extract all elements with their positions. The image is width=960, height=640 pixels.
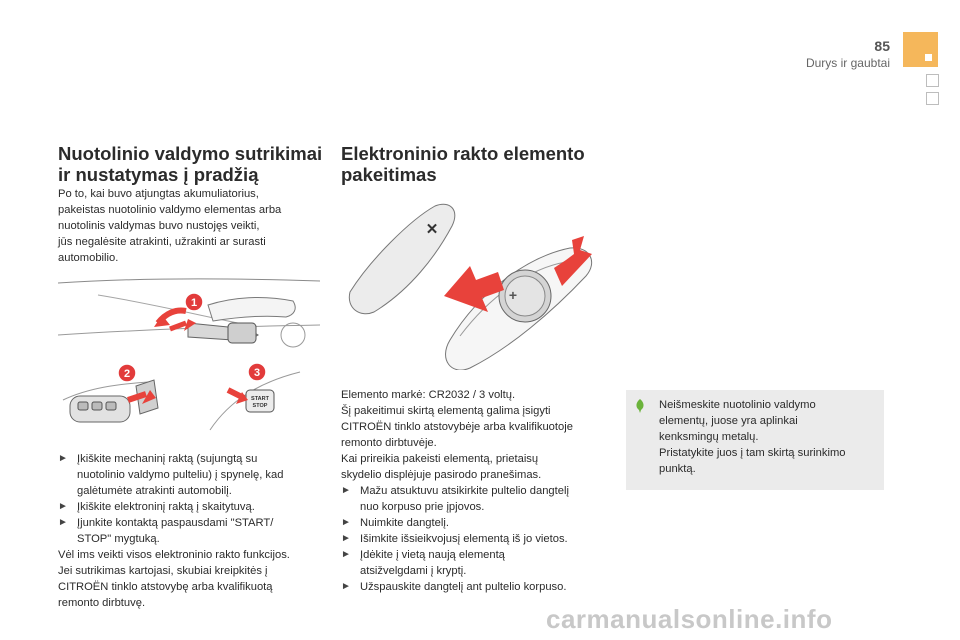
environment-note: [626, 390, 884, 490]
step-line: nuotolinio valdymo pulteliu) į spynelę, kad: [77, 469, 284, 481]
step-line: Įkiškite elektroninį raktą į skaitytuvą.: [77, 501, 255, 513]
tab-marker: [925, 54, 932, 61]
intro-line: pakeistas nuotolinio valdymo elementas arba: [58, 204, 282, 216]
chapter-tab[interactable]: [926, 74, 939, 87]
step-line: Mažu atsuktuvu atsikirkite pultelio dangtelį: [360, 485, 569, 497]
bullet-arrow-icon: ►: [341, 485, 351, 496]
step-line: Užspauskite dangtelį ant pultelio korpuso.: [360, 581, 567, 593]
step-line: Įdėkite į vietą naują elementą: [360, 549, 505, 561]
key-fob-battery-illustration: [340, 200, 602, 370]
intro-line: automobilio.: [58, 252, 119, 264]
bullet-arrow-icon: ►: [58, 517, 68, 528]
step-line: nuo korpuso prie įpjovos.: [360, 501, 485, 513]
key-reader-illustration: [58, 360, 188, 440]
note-text: [659, 397, 874, 477]
body-line: Kai prireikia pakeisti elementą, prietaisų: [341, 453, 539, 465]
note-line: Pristatykite juos į tam skirtą surinkimo: [659, 447, 846, 459]
note-line: punktą.: [659, 463, 696, 475]
left-steps: [58, 451, 326, 611]
watermark: carmanualsonline.info: [546, 604, 833, 634]
left-intro: [58, 186, 320, 266]
body-line: Šį pakeitimui skirtą elementą galima įsigyti: [341, 405, 551, 417]
intro-line: nuotolinis valdymas buvo nustojęs veikti,: [58, 220, 260, 232]
outro-line: Jei sutrikimas kartojasi, skubiai kreipkitės į: [58, 565, 268, 577]
step-line: Įjunkite kontaktą paspausdami "START/: [77, 517, 274, 529]
middle-heading-line1: Elektroninio rakto elemento: [341, 143, 585, 164]
badge-1-text: 1: [190, 297, 198, 309]
bullet-arrow-icon: ►: [58, 501, 68, 512]
step-line: atsižvelgdami į kryptį.: [360, 565, 467, 577]
chapter-tab-active[interactable]: [903, 32, 938, 67]
middle-heading: [341, 143, 585, 185]
door-key-illustration: [58, 275, 320, 353]
note-line: kenksmingų metalų.: [659, 431, 759, 443]
bullet-arrow-icon: ►: [341, 549, 351, 560]
start-label: START: [251, 396, 269, 402]
plus-icon: +: [508, 287, 518, 303]
step-item: [58, 451, 326, 499]
bullet-arrow-icon: ►: [341, 533, 351, 544]
step-line: Įkiškite mechaninį raktą (sujungtą su: [77, 453, 258, 465]
step-line: STOP" mygtuką.: [77, 533, 160, 545]
step-line: Nuimkite dangtelį.: [360, 517, 449, 529]
step-item: [341, 531, 611, 547]
step-item: [341, 547, 611, 579]
leaf-icon: [635, 399, 645, 413]
left-heading-line1: Nuotolinio valdymo sutrikimai: [58, 143, 323, 164]
body-line: Elemento markė: CR2032 / 3 voltų.: [341, 389, 516, 401]
chapter-tab[interactable]: [926, 92, 939, 105]
badge-2-text: 2: [123, 368, 131, 380]
start-stop-illustration: [190, 360, 320, 440]
outro-line: CITROËN tinklo atstovybę arba kvalifikuotą: [58, 581, 273, 593]
body-line: CITROËN tinklo atstovybėje arba kvalifikuotoje: [341, 421, 573, 433]
left-heading: [58, 143, 322, 185]
left-heading-line2: ir nustatymas į pradžią: [58, 164, 259, 185]
outro-line: Vėl ims veikti visos elektroninio rakto funkcijos.: [58, 549, 290, 561]
step-item: [58, 499, 326, 515]
bullet-arrow-icon: ►: [58, 453, 68, 464]
bullet-arrow-icon: ►: [341, 581, 351, 592]
step-item: [341, 579, 611, 595]
body-line: remonto dirbtuvėje.: [341, 437, 437, 449]
middle-body: [341, 387, 611, 595]
section-title: Durys ir gaubtai: [805, 56, 890, 70]
outro-line: remonto dirbtuvę.: [58, 597, 146, 609]
step-line: Išimkite išsieikvojusį elementą iš jo vietos.: [360, 533, 568, 545]
step-item: [58, 515, 326, 547]
step-line: galėtumėte atrakinti automobilį.: [77, 485, 232, 497]
badge-3-text: 3: [253, 367, 261, 379]
brand-logo: ✕: [425, 221, 439, 238]
step-item: [341, 483, 611, 515]
middle-heading-line2: pakeitimas: [341, 164, 437, 185]
intro-line: Po to, kai buvo atjungtas akumuliatorius,: [58, 188, 259, 200]
step-item: [341, 515, 611, 531]
note-line: elementų, juose yra aplinkai: [659, 415, 798, 427]
page-number: 85: [874, 38, 890, 54]
stop-label: STOP: [252, 403, 268, 409]
body-line: skydelio displėjuje pasirodo pranešimas.: [341, 469, 542, 481]
note-line: Neišmeskite nuotolinio valdymo: [659, 399, 816, 411]
intro-line: jūs negalėsite atrakinti, užrakinti ar surasti: [58, 236, 266, 248]
bullet-arrow-icon: ►: [341, 517, 351, 528]
